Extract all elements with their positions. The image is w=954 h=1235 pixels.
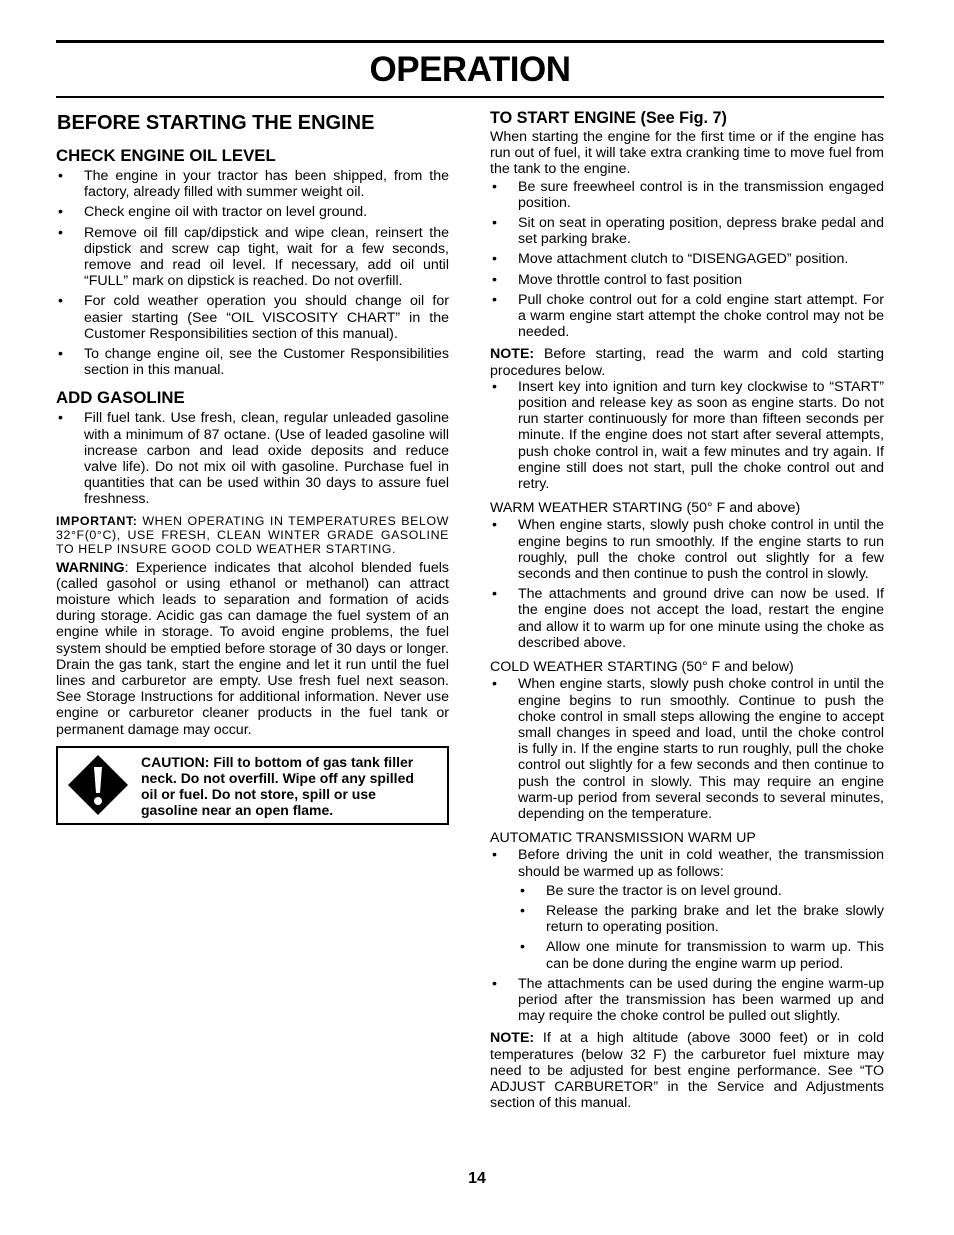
section-heading: BEFORE STARTING THE ENGINE: [57, 112, 375, 134]
altitude-note: [490, 1030, 884, 1111]
list-item: • Be sure freewheel control is in the transmission engaged position.: [490, 179, 884, 211]
sub-list-item: • Release the parking brake and let the brake slowly return to operating position.: [518, 903, 884, 935]
left-column: [56, 108, 449, 825]
gas-list: [56, 410, 449, 507]
caution-text: CAUTION: Fill to bottom of gas tank filler neck. Do not overfill. Wipe off any spilled oil or fuel. Do not store, spill or use gasoline near an open flame.: [141, 753, 414, 818]
sub-list-item: • Allow one minute for transmission to warm up. This can be done during the engine warm up period.: [518, 939, 884, 971]
start-engine-heading: TO START ENGINE (See Fig. 7): [490, 109, 727, 127]
list-item: • Fill fuel tank. Use fresh, clean, regular unleaded gasoline with a minimum of 87 octane. (Use of leaded gasoline will increase carbon and lead oxide deposits and reduce valve life). Do not mix oil with gasoline. Purchase fuel in quantities that can be used within 30 days to assure fuel freshness.: [56, 410, 449, 507]
auto-list: [490, 847, 884, 1024]
list-item: • When engine starts, slowly push choke control in until the engine begins to run smoothly. If the engine starts to run roughly, pull the choke control out slightly for a few seconds and then continue to push the control in slowly.: [490, 517, 884, 582]
important-label: IMPORTANT:: [56, 513, 138, 528]
cold-list: [490, 676, 884, 822]
header-rule-top: [56, 40, 884, 43]
right-column: [490, 108, 884, 1118]
list-item: • The attachments can be used during the engine warm-up period after the transmission has been warmed up and may require the choke control be pulled out slightly.: [490, 976, 884, 1025]
auto-sub-list: [518, 883, 884, 972]
list-item: [490, 847, 884, 971]
auto-transmission-label: AUTOMATIC TRANSMISSION WARM UP: [490, 830, 756, 847]
list-item: • Remove oil fill cap/dipstick and wipe clean, reinsert the dipstick and screw cap tight, wait for a few seconds, remove and read oil level. If necessary, add oil until “FULL” mark on dipstick is reached. Do not overfill.: [56, 225, 449, 290]
oil-heading: CHECK ENGINE OIL LEVEL: [56, 146, 276, 165]
note-list: [490, 379, 884, 492]
list-item: • Sit on seat in operating position, depress brake pedal and set parking brake.: [490, 215, 884, 247]
note-paragraph: [490, 346, 884, 378]
oil-list: [56, 168, 449, 378]
sub-list-item: • Be sure the tractor is on level ground.: [518, 883, 884, 899]
warning-text: : Experience indicates that alcohol blended fuels (called gasohol or using ethanol or methanol) can attract moisture which leads to separation and formation of acids during storage. Acidic gas can damage the fuel system of an engine while in storage. To avoid engine problems, the fuel system should be emptied before storage of 30 days or longer. Drain the gas tank, start the engine and let it run until the fuel lines and carburetor are empty. Use fresh fuel next season. See Storage Instructions for additional information. Never use engine or carburetor cleaner products in the fuel tank or permanent damage may occur.: [56, 559, 449, 738]
list-item: • Insert key into ignition and turn key clockwise to “START” position and release key as soon as engine starts. Do not run starter continuously for more than fifteen seconds per minute. If the engine does not start after several attempts, push choke control in, wait a few minutes and try again. If engine still does not start, pull the choke control out and retry.: [490, 379, 884, 492]
caution-box: [56, 746, 449, 825]
list-item: • Move throttle control to fast position: [490, 272, 884, 288]
cold-weather-label: COLD WEATHER STARTING (50° F and below): [490, 659, 794, 676]
list-item: • The attachments and ground drive can now be used. If the engine does not accept the load, restart the engine and allow it to warm up for one minute using the choke as described above.: [490, 586, 884, 651]
auto-item-text: Before driving the unit in cold weather, the transmission should be warmed up as follows:: [518, 847, 884, 880]
list-item: • Pull choke control out for a cold engine start attempt. For a warm engine start attempt the choke control may not be needed.: [490, 292, 884, 341]
list-item: • To change engine oil, see the Customer Responsibilities section in this manual.: [56, 346, 449, 378]
gas-heading: ADD GASOLINE: [56, 388, 185, 408]
list-item: • When engine starts, slowly push choke control in until the engine begins to run smoothly. Continue to push the choke control in small steps allowing the engine to accept small changes in speed and load, until the choke control is fully in. If the engine starts to run roughly, pull the choke control out slightly for a few seconds and then continue to push the control in slowly. This may require an engine warm-up period from several seconds to several minutes, depending on the temperature.: [490, 676, 884, 822]
page-title: OPERATION: [369, 50, 571, 89]
note-text: If at a high altitude (above 3000 feet) or in cold temperatures (below 32 F) the carburetor fuel mixture may need to be adjusted for best engine performance. See “TO ADJUST CARBURETOR” in the Service and Adjustments section of this manual.: [490, 1030, 884, 1112]
page-number: 14: [468, 1170, 486, 1187]
warning-label: WARNING: [56, 559, 125, 576]
warm-weather-label: WARM WEATHER STARTING (50° F and above): [490, 500, 801, 517]
list-item: • Check engine oil with tractor on level ground.: [56, 204, 449, 220]
start-intro: When starting the engine for the first time or if the engine has run out of fuel, it will take extra cranking time to move fuel from the tank to the engine.: [490, 129, 884, 178]
note-label: NOTE:: [490, 346, 535, 363]
note-text: Before starting, read the warm and cold starting procedures below.: [490, 346, 884, 379]
important-note: [56, 514, 449, 556]
list-item: • Move attachment clutch to “DISENGAGED” position.: [490, 251, 884, 267]
important-text: WHEN OPERATING IN TEMPERATURES BELOW 32°F(0°C), USE FRESH, CLEAN WINTER GRADE GASOLINE TO HELP INSURE GOOD COLD WEATHER STARTING.: [56, 513, 449, 556]
list-item: • For cold weather operation you should change oil for easier starting (See “OIL VISCOSITY CHART” in the Customer Responsibilities section of this manual).: [56, 293, 449, 342]
warning-paragraph: [56, 560, 449, 738]
list-item: • The engine in your tractor has been shipped, from the factory, already filled with summer weight oil.: [56, 168, 449, 200]
note-label: NOTE:: [490, 1030, 535, 1047]
warm-list: [490, 517, 884, 651]
warning-triangle-icon: [66, 753, 130, 817]
start-list: [490, 179, 884, 341]
header-rule-bottom: [56, 96, 884, 98]
